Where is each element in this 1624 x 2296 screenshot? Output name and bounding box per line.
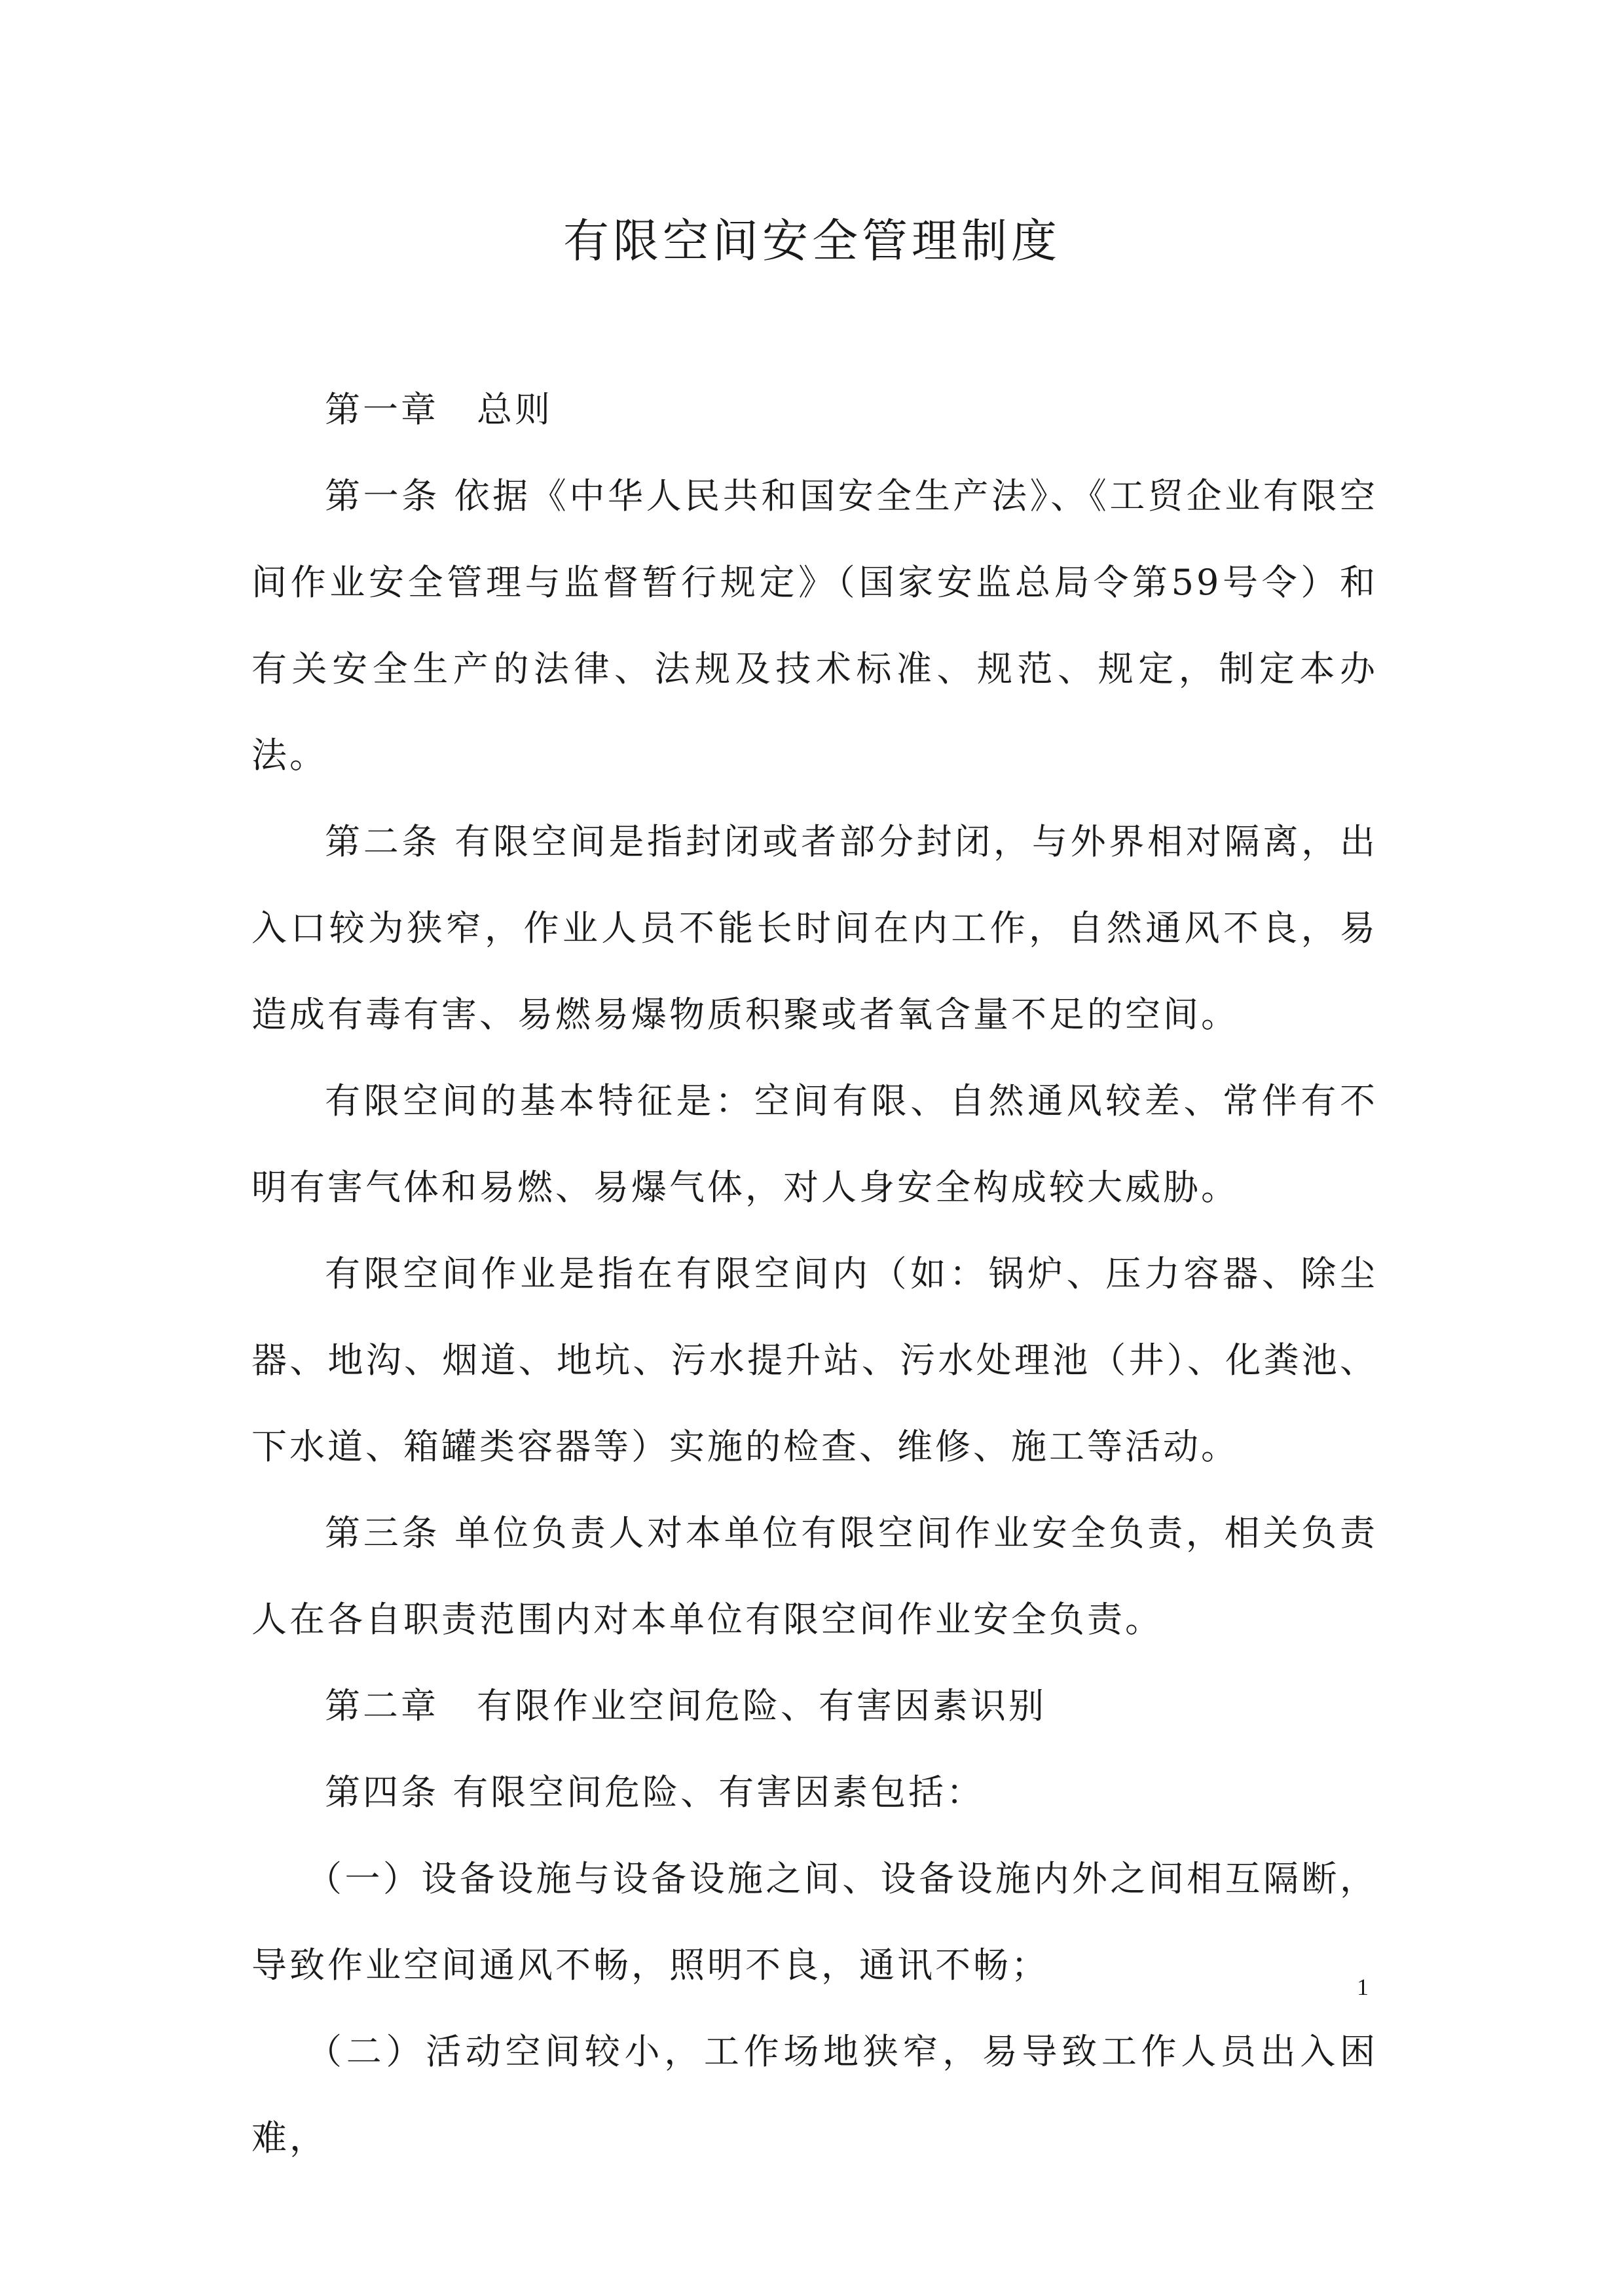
list-item: （二）活动空间较小，工作场地狭窄，易导致工作人员出入困难， — [251, 2031, 1378, 2159]
document-title: 有限空间安全管理制度 — [563, 214, 1061, 268]
body-paragraph: 有限空间的基本特征是：空间有限、自然通风较差、常伴有不明有害气体和易燃、易爆气体，对人身安全构成较大威胁。 — [251, 1080, 1378, 1208]
body-paragraph: 有限空间作业是指在有限空间内（如：锅炉、压力容器、除尘器、地沟、烟道、地坑、污水提升站、污水处理池（井）、化粪池、下水道、箱罐类容器等）实施的检查、维修、施工等活动。 — [251, 1253, 1378, 1467]
chapter-heading: 第一章 总则 — [325, 389, 553, 430]
article-paragraph: 第二条 有限空间是指封闭或者部分封闭，与外界相对隔离，出入口较为狭窄，作业人员不能长时间在内工作，自然通风不良，易造成有毒有害、易燃易爆物质积聚或者氧含量不足的空间。 — [251, 821, 1378, 1035]
article-paragraph: 第三条 单位负责人对本单位有限空间作业安全负责，相关负责人在各自职责范围内对本单位有限空间作业安全负责。 — [251, 1512, 1378, 1640]
chapter-heading: 第二章 有限作业空间危险、有害因素识别 — [325, 1685, 1046, 1726]
page-number: 1 — [1357, 1974, 1369, 2000]
document-body — [251, 367, 1378, 2181]
article-paragraph: 第一条 依据《中华人民共和国安全生产法》、《工贸企业有限空间作业安全管理与监督暂行规定》（国家安监总局令第59号令）和有关安全生产的法律、法规及技术标准、规范、规定，制定本办法。 — [251, 475, 1378, 776]
article-paragraph: 第四条 有限空间危险、有害因素包括： — [325, 1772, 985, 1813]
list-item: （一）设备设施与设备设施之间、设备设施内外之间相互隔断，导致作业空间通风不畅，照明不良，通讯不畅； — [251, 1858, 1378, 1986]
